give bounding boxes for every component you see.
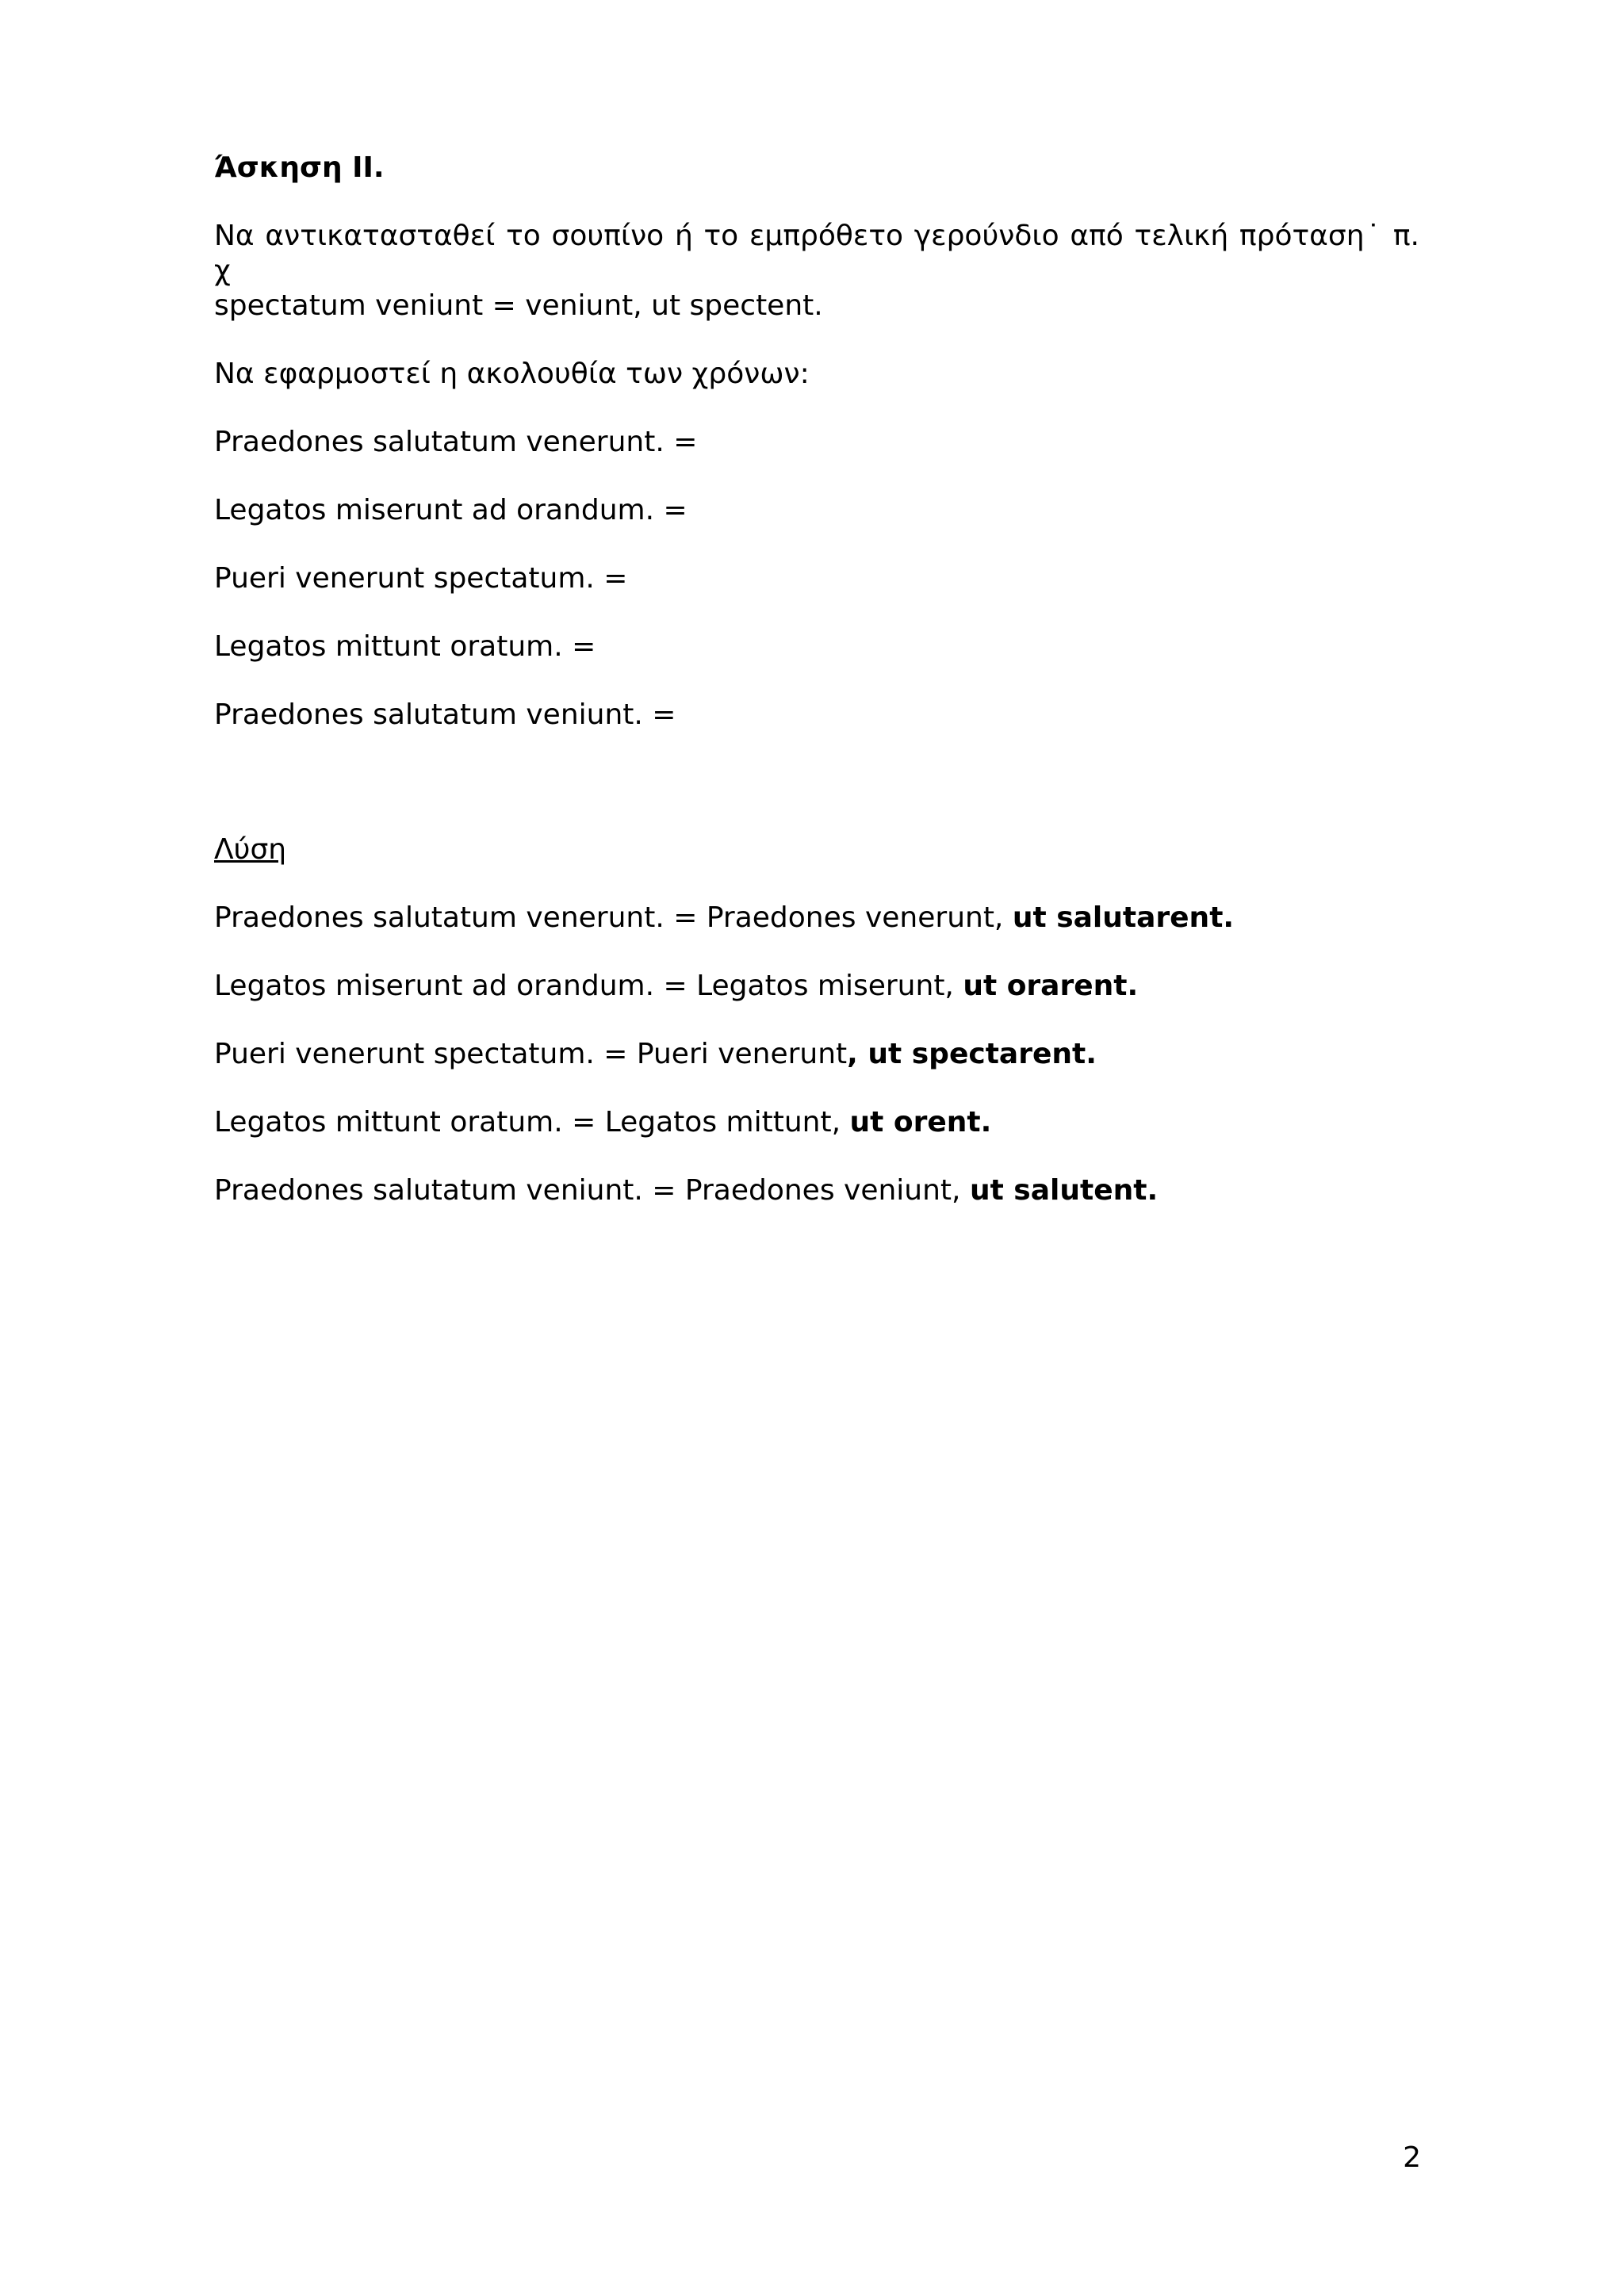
solution-answer: ut orent.: [849, 1106, 992, 1138]
solution-answer: ut salutarent.: [1012, 901, 1235, 934]
solution-title: Λύση: [214, 833, 287, 866]
exercise-item-2: Legatos miserunt ad orandum. =: [214, 494, 688, 526]
solution-prefix: Praedones salutatum veniunt. = Praedones veniunt,: [214, 1174, 970, 1207]
solution-item-1: [214, 901, 1419, 936]
solution-item-5: [214, 1173, 1419, 1208]
instruction-line-2: spectatum veniunt = veniunt, ut spectent.: [214, 289, 823, 322]
solution-item-2: [214, 969, 1419, 1004]
solution-item-4: [214, 1105, 1419, 1140]
page-content: [214, 151, 1419, 1242]
solution-answer: ut salutent.: [969, 1174, 1159, 1207]
solution-prefix: Legatos miserunt ad orandum. = Legatos miserunt,: [214, 970, 963, 1002]
exercise-item-5: Praedones salutatum veniunt. =: [214, 698, 676, 731]
instruction-line-1: Να αντικατασταθεί το σουπίνο ή το εμπρόθετο γερούνδιο από τελική πρόταση˙ π. χ: [214, 220, 1419, 287]
solution-answer: ut orarent.: [963, 970, 1139, 1002]
solution-prefix: Pueri venerunt spectatum. = Pueri venerunt: [214, 1038, 848, 1070]
solution-prefix: Legatos mittunt oratum. = Legatos mittunt,: [214, 1106, 850, 1138]
exercise-heading: Άσκηση II.: [214, 151, 385, 184]
exercise-item-3: Pueri venerunt spectatum. =: [214, 562, 628, 595]
exercise-item-4: Legatos mittunt oratum. =: [214, 630, 596, 663]
rule-text: Να εφαρμοστεί η ακολουθία των χρόνων:: [214, 358, 810, 390]
solution-answer: , ut spectarent.: [847, 1038, 1097, 1070]
page-number: 2: [1403, 2141, 1421, 2174]
spacer: [214, 766, 1419, 832]
solution-prefix: Praedones salutatum venerunt. = Praedones venerunt,: [214, 901, 1013, 934]
solution-item-3: [214, 1037, 1419, 1072]
exercise-item-1: Praedones salutatum venerunt. =: [214, 426, 698, 458]
instruction-paragraph: [214, 219, 1419, 323]
